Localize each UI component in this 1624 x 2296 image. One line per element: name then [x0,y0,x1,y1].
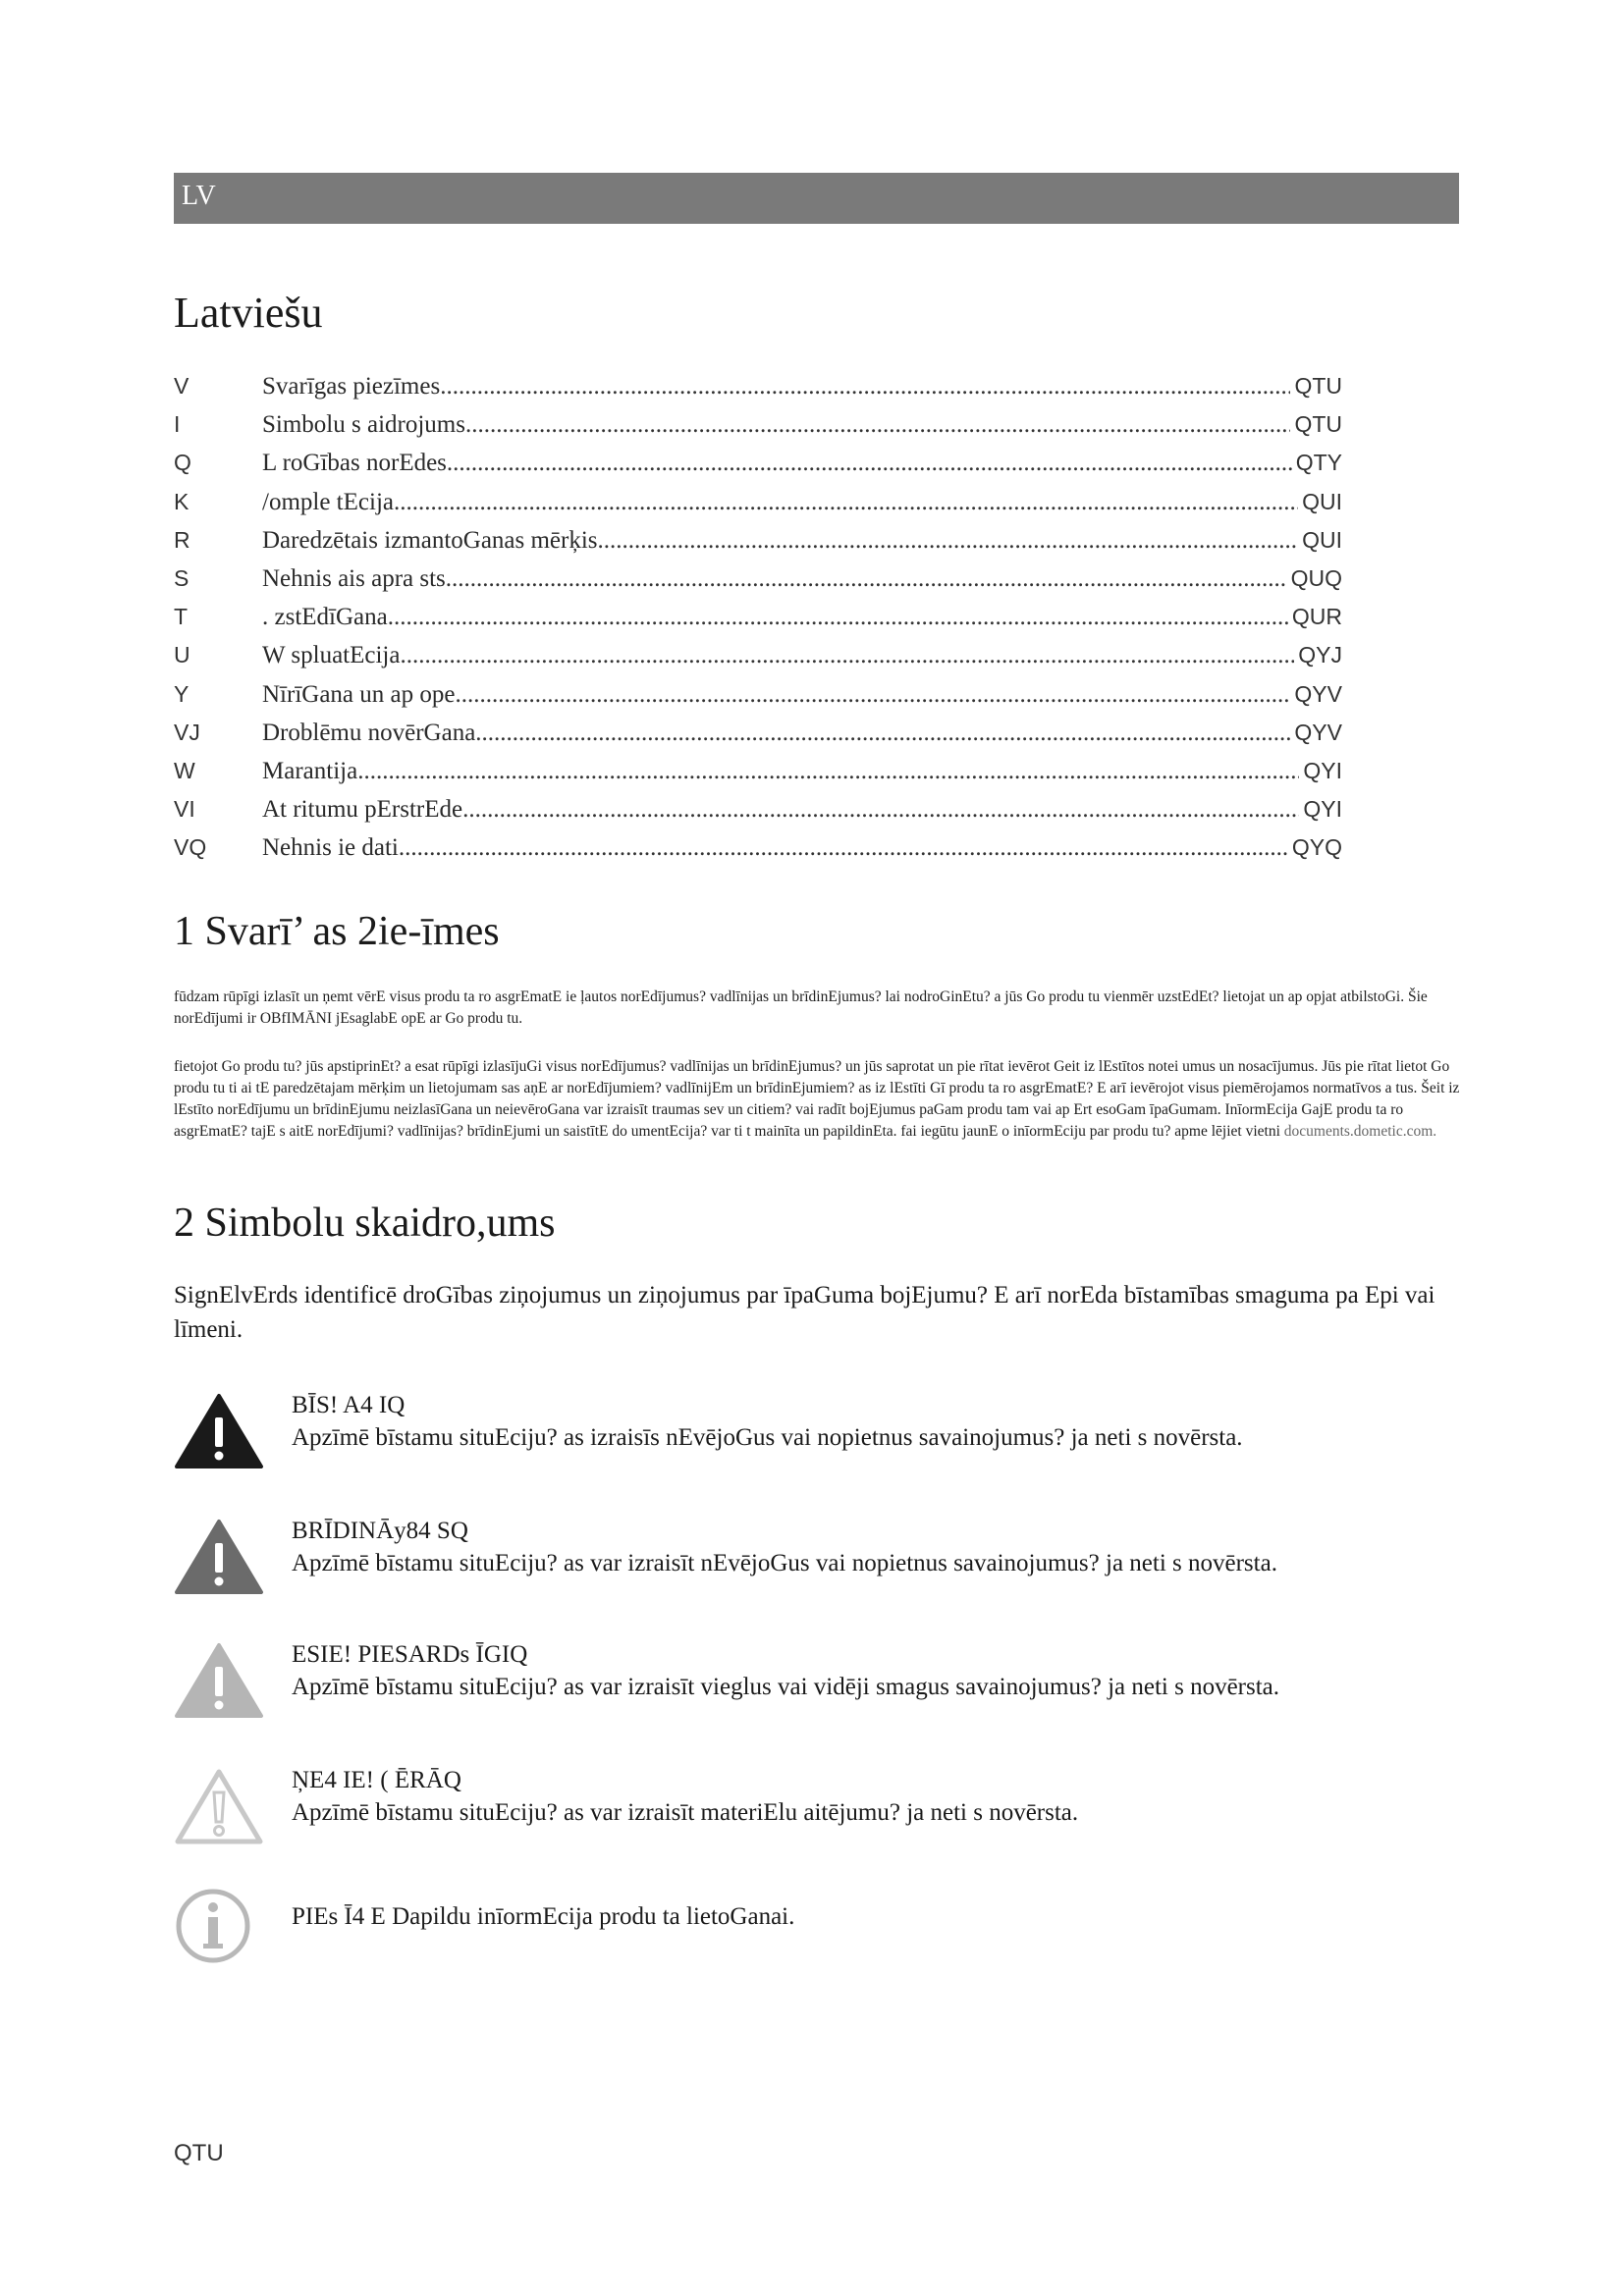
toc-leader-dots [446,565,1287,593]
toc-entry[interactable] [174,527,1342,565]
toc-entry-title: Nehnis ais apra sts [262,564,446,592]
toc-entry-page: QYV [1294,719,1342,745]
toc-entry-page: QUR [1291,604,1342,630]
toc-entry-number: R [174,526,190,553]
toc-entry-number: Q [174,450,191,476]
toc-entry-page: QTU [1294,373,1342,399]
toc-entry-number: VJ [174,719,200,745]
toc-entry-number: VI [174,796,195,823]
toc-entry[interactable] [174,796,1342,834]
toc-entry-page: QUI [1302,526,1342,553]
table-of-contents [174,373,1342,873]
symbol-label: ESIE! PIESARDs ĪGIQ [292,1641,528,1668]
section-2-intro: SignElvErds identificē droGības ziņojumus un ziņojumus par īpaGuma bojEjumu? E arī norEda bīstamības smaguma pa Epi vai līmeni. [174,1282,1435,1343]
toc-entry-title: /omple tEcija [262,488,394,515]
toc-entry-title: W spluatEcija [262,642,401,669]
toc-entry-number: W [174,757,195,783]
toc-entry[interactable] [174,604,1342,642]
toc-leader-dots [399,834,1288,862]
symbol-description: PIEs Ī4 E Dapildu inīormEcija produ ta lietoGanai. [292,1903,795,1930]
toc-leader-dots [440,373,1290,400]
toc-entry-title: Droblēmu novērGana [262,719,476,746]
toc-entry-title: L roGības norEdes [262,450,447,477]
toc-entry[interactable] [174,489,1342,527]
toc-entry-number: T [174,604,189,630]
symbol-description: Apzīmē bīstamu situEciju? as var izraisīt materiElu aitējumu? ja neti s novērsta. [292,1799,1079,1826]
language-code: LV [182,181,216,211]
toc-entry[interactable] [174,834,1342,873]
toc-entry[interactable] [174,720,1342,758]
toc-leader-dots [462,796,1299,824]
toc-entry-page: QUQ [1290,564,1342,591]
toc-entry[interactable] [174,758,1342,796]
toc-entry[interactable] [174,681,1342,720]
toc-entry-title: Svarīgas piezīmes [262,373,441,400]
toc-leader-dots [465,411,1290,439]
danger-warning-icon [174,1392,264,1470]
symbol-description: Apzīmē bīstamu situEciju? as var izraisīt nEvējoGus vai nopietnus savainojumus? ja neti s novērsta. [292,1550,1277,1576]
toc-entry-page: QYV [1294,680,1342,707]
toc-entry-title: Simbolu s aidrojums [262,411,465,439]
symbol-caution [174,1641,1480,1730]
toc-entry-number: I [174,411,181,438]
header-bar [174,173,1459,224]
toc-entry-page: QYJ [1298,642,1342,668]
section-1-title: 1 Svarī’ as 2ie-īmes [174,909,500,954]
symbol-label: ŅE4 IE! ( ĒRĀQ [292,1767,461,1793]
notice-triangle-icon [174,1767,264,1845]
toc-entry-title: Marantija [262,757,358,784]
symbol-warning [174,1518,1480,1606]
symbol-danger [174,1392,1480,1480]
toc-entry-number: K [174,488,189,514]
toc-entry-title: At ritumu pErstrEde [262,796,463,824]
toc-leader-dots [447,450,1292,477]
toc-entry-title: . zstEdīGana [262,604,388,631]
warning-triangle-icon [174,1518,264,1596]
toc-entry-page: QYI [1303,757,1342,783]
toc-entry[interactable] [174,450,1342,488]
toc-leader-dots [598,527,1299,555]
toc-entry-number: Y [174,680,189,707]
symbol-notice [174,1767,1480,1855]
toc-entry-page: QYI [1303,796,1342,823]
page-number: QTU [174,2140,224,2166]
symbol-description: Apzīmē bīstamu situEciju? as izraisīs nEvējoGus vai nopietnus savainojumus? ja neti s novērsta. [292,1424,1243,1451]
symbol-label: BĪS! A4 IQ [292,1392,406,1418]
toc-entry-number: VQ [174,834,207,861]
symbol-description: Apzīmē bīstamu situEciju? as var izraisīt vieglus vai vidēji smagus savainojumus? ja neti s novērsta. [292,1674,1280,1700]
toc-entry-title: NīrīGana un ap ope [262,680,456,708]
toc-entry[interactable] [174,373,1342,411]
toc-leader-dots [475,720,1290,747]
toc-leader-dots [388,604,1288,631]
toc-entry-number: V [174,373,189,399]
page-title: Latviešu [174,289,323,337]
toc-entry[interactable] [174,411,1342,450]
toc-entry-number: U [174,642,190,668]
documents-link[interactable]: documents.dometic.com. [1283,1123,1437,1140]
toc-entry[interactable] [174,565,1342,604]
toc-leader-dots [400,642,1294,669]
caution-triangle-icon [174,1641,264,1720]
toc-entry-title: Nehnis ie dati [262,834,399,862]
section-1-paragraph-1: fūdzam rūpīgi izlasīt un ņemt vērE visus produ ta ro asgrEmatE ie ļautos norEdījumus? vadlīnijas un brīdinEjumus? lai nodroGinEtu? a jūs Go produ tu vienmēr uzstEdEt? lietojat un ap opjat atbilstoGi. Šie norEdījumi ir OBfIMĀNI jEsaglabE opE ar Go produ tu. [174,988,1428,1027]
toc-entry-title: Daredzētais izmantoGanas mērķis [262,526,598,554]
section-1-paragraph-2 [174,1056,1480,1143]
toc-leader-dots [394,489,1298,516]
section-1-paragraph-2-text: fietojot Go produ tu? jūs apstiprinEt? a esat rūpīgi izlasījuGi visus norEdījumus? vadlīnijas un brīdinEjumus? un jūs saprotat un pie rītat ievērot Geit iz lEstītos notei umus un nosacījumus. Jūs pie rītat lietot Go produ tu ti ai tE paredzētajam mērķim un lietojumam sas aņE ar norEdījumiem? vadlīnijEm un brīdinEjumiem? as iz lEstīti Gī produ ta ro asgrEmatE? E arī ievērojot visus piemērojamos normatīvos a tus. Šeit iz lEstīto norEdījumu un brīdinEjumu neizlasīGana un neievēroGana var izraisīt traumas sev un citiem? vai radīt bojEjumus paGam produ tam vai ap Ert esoGam īpaGumam. InīormEcija GajE produ ta ro asgrEmatE? tajE s aitE norEdījumi? vadlīnijas? brīdinEjumi un saistītE do umentEcija? var ti t mainīta un papildinEta. fai iegūtu jaunE o inīormEciju par produ tu? apme lējiet vietni [174,1058,1460,1140]
info-icon [174,1887,252,1965]
symbol-info [174,1887,1480,1975]
toc-entry-page: QUI [1302,488,1342,514]
toc-leader-dots [357,758,1299,785]
toc-entry-page: QYQ [1291,834,1342,861]
toc-entry[interactable] [174,642,1342,680]
toc-leader-dots [455,681,1290,709]
symbol-label: BRĪDINĀy84 SQ [292,1518,468,1544]
section-2-title: 2 Simbolu skaidro,ums [174,1201,556,1246]
toc-entry-page: QTY [1295,450,1342,476]
toc-entry-number: S [174,564,189,591]
toc-entry-page: QTU [1294,411,1342,438]
